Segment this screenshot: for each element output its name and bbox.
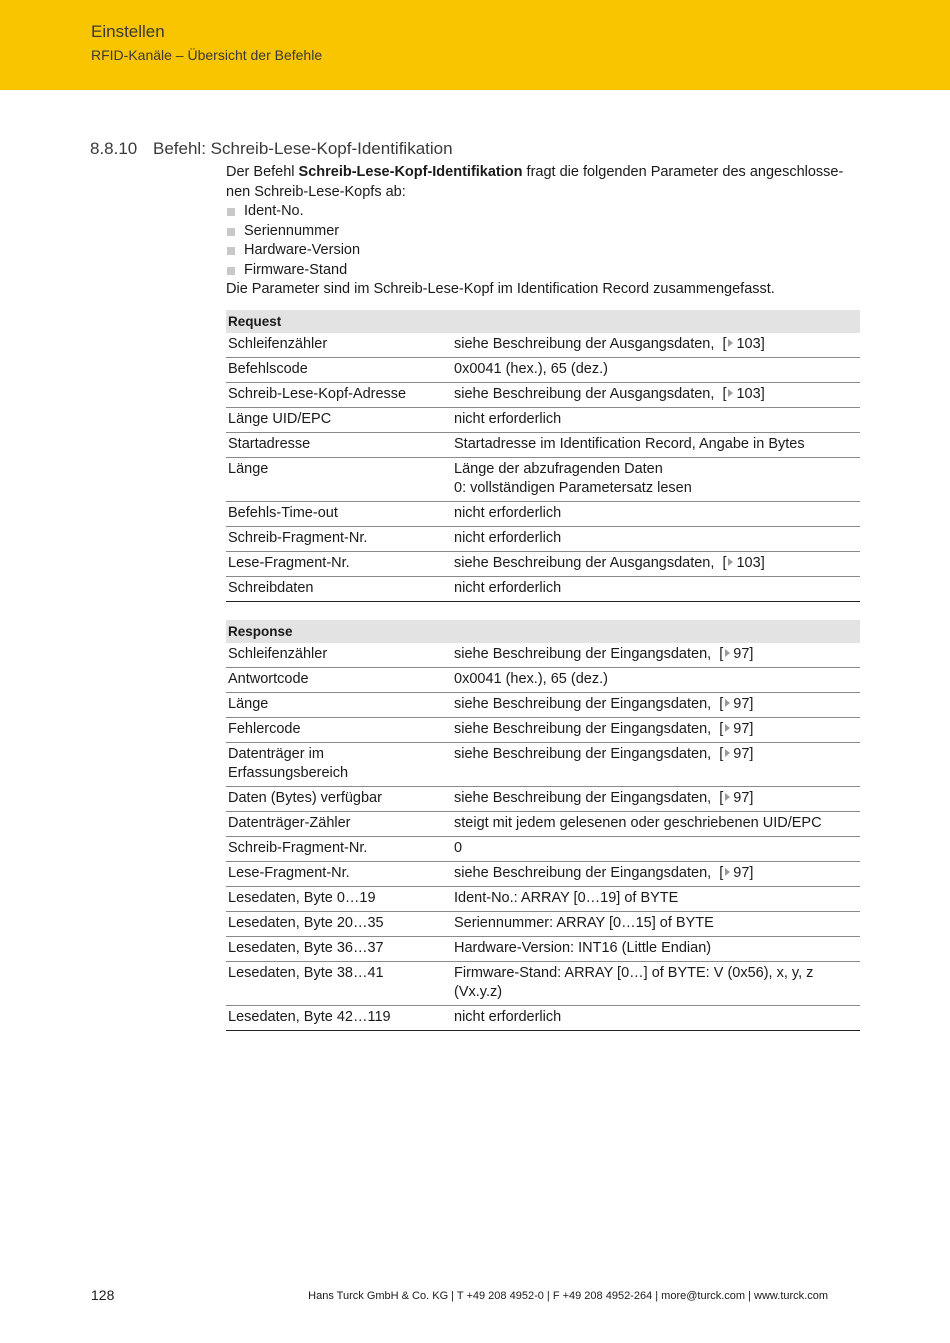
table-row	[226, 382, 860, 407]
parameter-value	[452, 382, 860, 407]
table-row	[226, 861, 860, 886]
arrow-right-icon	[728, 389, 733, 397]
header-subtitle: RFID-Kanäle – Übersicht der Befehle	[91, 47, 323, 63]
parameter-value-text: 0x0041 (hex.), 65 (dez.)	[454, 670, 608, 687]
page-reference-link[interactable]: [ 103]	[714, 385, 765, 402]
parameter-value-text: Länge der abzufragenden Daten	[454, 460, 663, 477]
parameter-name-text: Fehlercode	[228, 720, 301, 737]
arrow-right-icon	[725, 724, 730, 732]
parameter-value-text: Ident-No.: ARRAY [0…19] of BYTE	[454, 889, 679, 906]
parameter-name-text: Schreib-Lese-Kopf-Adresse	[228, 385, 407, 402]
parameter-value	[452, 961, 860, 1005]
table-row	[226, 742, 860, 786]
page-reference-link[interactable]: [ 97]	[711, 745, 754, 762]
arrow-right-icon	[728, 558, 733, 566]
table-row	[226, 1005, 860, 1030]
parameter-name-text: Daten (Bytes) verfügbar	[228, 789, 382, 806]
parameter-name	[226, 457, 452, 501]
table-row	[226, 333, 860, 358]
parameter-value-text: Seriennummer: ARRAY [0…15] of BYTE	[454, 914, 714, 931]
parameter-name-text: Datenträger im	[228, 745, 324, 762]
parameter-value-text: siehe Beschreibung der Eingangsdaten,	[454, 645, 712, 662]
parameter-name	[226, 886, 452, 911]
parameter-name	[226, 786, 452, 811]
page-header	[0, 0, 950, 90]
parameter-name-text: Schreibdaten	[228, 579, 314, 596]
parameter-name	[226, 936, 452, 961]
parameter-value-text: siehe Beschreibung der Eingangsdaten,	[454, 864, 712, 881]
parameter-name	[226, 1005, 452, 1030]
parameter-value-text: Firmware-Stand: ARRAY [0…] of BYTE: V (0x56), x, y, z (Vx.y.z)	[454, 964, 814, 1000]
intro-paragraph	[226, 163, 860, 202]
parameter-value-text: Startadresse im Identification Record, Angabe in Bytes	[454, 435, 805, 452]
parameter-name	[226, 501, 452, 526]
parameter-name-text: Datenträger-Zähler	[228, 814, 351, 831]
table-row	[226, 936, 860, 961]
parameter-name	[226, 432, 452, 457]
parameter-name	[226, 576, 452, 601]
footer-contact: Hans Turck GmbH & Co. KG | T +49 208 4952-0 | F +49 208 4952-264 | more@turck.com | www.turck.com	[308, 1290, 828, 1302]
parameter-name-text: Lesedaten, Byte 0…19	[228, 889, 376, 906]
parameter-value-text: siehe Beschreibung der Eingangsdaten,	[454, 745, 712, 762]
parameter-name	[226, 667, 452, 692]
page-reference-number: 103	[736, 335, 761, 352]
parameter-name	[226, 357, 452, 382]
parameter-name-text: Startadresse	[228, 435, 311, 452]
parameter-value	[452, 911, 860, 936]
parameter-value-text: nicht erforderlich	[454, 410, 562, 427]
table-row	[226, 501, 860, 526]
page-reference-link[interactable]: [ 103]	[714, 335, 765, 352]
parameter-name-text: Befehlscode	[228, 360, 308, 377]
parameter-value	[452, 526, 860, 551]
parameter-name	[226, 643, 452, 668]
parameter-name	[226, 382, 452, 407]
parameter-value-text: steigt mit jedem gelesenen oder geschriebenen UID/EPC	[454, 814, 822, 831]
parameter-value	[452, 886, 860, 911]
parameter-name-text: Schleifenzähler	[228, 645, 328, 662]
parameter-name	[226, 911, 452, 936]
parameter-name-text: Lesedaten, Byte 20…35	[228, 914, 384, 931]
parameter-value-text: 0: vollständigen Parametersatz lesen	[454, 479, 692, 496]
parameter-value	[452, 861, 860, 886]
parameter-name	[226, 961, 452, 1005]
table-row	[226, 692, 860, 717]
parameter-name-text: Schleifenzähler	[228, 335, 328, 352]
parameter-name-text: Länge	[228, 695, 269, 712]
parameter-value-text: nicht erforderlich	[454, 1008, 562, 1025]
section-title: Befehl: Schreib-Lese-Kopf-Identifikation	[153, 139, 453, 158]
table-row	[226, 407, 860, 432]
table-row	[226, 717, 860, 742]
parameter-value	[452, 333, 860, 358]
page-reference-link[interactable]: [ 97]	[711, 720, 754, 737]
parameter-value-text: 0	[454, 839, 463, 856]
page-reference-link[interactable]: [ 97]	[711, 645, 754, 662]
parameter-value-text: siehe Beschreibung der Ausgangsdaten,	[454, 385, 715, 402]
page-reference-number: 97	[733, 645, 750, 662]
parameter-name	[226, 717, 452, 742]
parameter-value	[452, 667, 860, 692]
parameter-value	[452, 742, 860, 786]
parameter-name	[226, 861, 452, 886]
parameter-name-text: Befehls-Time-out	[228, 504, 338, 521]
parameter-name-text: Erfassungsbereich	[228, 764, 349, 781]
table-row	[226, 886, 860, 911]
arrow-right-icon	[725, 749, 730, 757]
parameter-value	[452, 692, 860, 717]
table-row	[226, 961, 860, 1005]
parameter-name	[226, 836, 452, 861]
parameter-value-text: 0x0041 (hex.), 65 (dez.)	[454, 360, 608, 377]
response-table	[226, 620, 860, 1031]
response-table-header: Response	[226, 620, 860, 643]
page-reference-number: 97	[733, 745, 750, 762]
parameter-name	[226, 407, 452, 432]
parameter-value-text: nicht erforderlich	[454, 529, 562, 546]
parameter-value	[452, 432, 860, 457]
parameter-value-text: Hardware-Version: INT16 (Little Endian)	[454, 939, 712, 956]
parameter-name-text: Schreib-Fragment-Nr.	[228, 529, 368, 546]
parameter-value	[452, 457, 860, 501]
page-reference-link[interactable]: [ 103]	[714, 554, 765, 571]
table-row	[226, 432, 860, 457]
page-reference-link[interactable]: [ 97]	[711, 864, 754, 881]
arrow-right-icon	[728, 339, 733, 347]
parameter-value	[452, 936, 860, 961]
table-row	[226, 576, 860, 601]
parameter-value-text: siehe Beschreibung der Eingangsdaten,	[454, 720, 712, 737]
parameter-name-text: Schreib-Fragment-Nr.	[228, 839, 368, 856]
parameter-value	[452, 836, 860, 861]
list-item: Ident-No.	[226, 202, 860, 222]
parameter-value-text: siehe Beschreibung der Ausgangsdaten,	[454, 335, 715, 352]
page-reference-link[interactable]: [ 97]	[711, 789, 754, 806]
parameter-value	[452, 811, 860, 836]
table-row	[226, 526, 860, 551]
parameter-name-text: Lesedaten, Byte 38…41	[228, 964, 384, 981]
table-row	[226, 667, 860, 692]
parameter-value	[452, 551, 860, 576]
parameter-value	[452, 576, 860, 601]
parameter-name	[226, 551, 452, 576]
request-table	[226, 310, 860, 602]
intro-suffix: fragt die folgenden Parameter des angeschlosse-	[522, 164, 844, 180]
parameter-name	[226, 526, 452, 551]
request-table-header: Request	[226, 310, 860, 333]
table-row	[226, 357, 860, 382]
parameter-name-text: Lesedaten, Byte 42…119	[228, 1008, 391, 1025]
table-row	[226, 811, 860, 836]
intro-command-name: Schreib-Lese-Kopf-Identifikation	[298, 164, 523, 180]
page-reference-number: 97	[733, 864, 750, 881]
page-number: 128	[91, 1287, 115, 1303]
page-reference-link[interactable]: [ 97]	[711, 695, 754, 712]
parameter-value-text: nicht erforderlich	[454, 504, 562, 521]
parameter-name-text: Antwortcode	[228, 670, 309, 687]
intro-line2: nen Schreib-Lese-Kopfs ab:	[226, 183, 406, 200]
table-row	[226, 457, 860, 501]
table-row	[226, 643, 860, 668]
summary-paragraph: Die Parameter sind im Schreib-Lese-Kopf im Identification Record zusammengefasst.	[226, 281, 775, 297]
list-item: Seriennummer	[226, 222, 860, 242]
section-heading	[90, 139, 453, 159]
arrow-right-icon	[725, 699, 730, 707]
page-reference-number: 103	[736, 554, 761, 571]
parameter-name-text: Lese-Fragment-Nr.	[228, 864, 350, 881]
table-row	[226, 786, 860, 811]
parameter-value	[452, 407, 860, 432]
table-row	[226, 911, 860, 936]
arrow-right-icon	[725, 793, 730, 801]
list-item: Hardware-Version	[226, 241, 860, 261]
parameter-value-text: siehe Beschreibung der Ausgangsdaten,	[454, 554, 715, 571]
parameter-value	[452, 1005, 860, 1030]
parameter-name	[226, 742, 452, 786]
table-row	[226, 836, 860, 861]
parameter-value	[452, 357, 860, 382]
page-reference-number: 103	[736, 385, 761, 402]
parameter-name-text: Lese-Fragment-Nr.	[228, 554, 350, 571]
table-row	[226, 551, 860, 576]
parameter-value-text: nicht erforderlich	[454, 579, 562, 596]
page-reference-number: 97	[733, 720, 750, 737]
parameter-value	[452, 717, 860, 742]
list-item: Firmware-Stand	[226, 261, 860, 281]
parameter-value	[452, 643, 860, 668]
page-reference-number: 97	[733, 789, 750, 806]
page-reference-number: 97	[733, 695, 750, 712]
parameter-name-text: Lesedaten, Byte 36…37	[228, 939, 384, 956]
parameter-name	[226, 333, 452, 358]
parameter-value	[452, 786, 860, 811]
parameter-list	[226, 202, 860, 280]
arrow-right-icon	[725, 868, 730, 876]
arrow-right-icon	[725, 649, 730, 657]
parameter-value	[452, 501, 860, 526]
parameter-name	[226, 811, 452, 836]
header-title: Einstellen	[91, 22, 165, 41]
parameter-name-text: Länge	[228, 460, 269, 477]
parameter-value-text: siehe Beschreibung der Eingangsdaten,	[454, 789, 712, 806]
section-number: 8.8.10	[90, 139, 138, 158]
content-body	[226, 163, 860, 1031]
intro-prefix: Der Befehl	[226, 164, 299, 180]
parameter-name	[226, 692, 452, 717]
parameter-value-text: siehe Beschreibung der Eingangsdaten,	[454, 695, 712, 712]
parameter-name-text: Länge UID/EPC	[228, 410, 332, 427]
